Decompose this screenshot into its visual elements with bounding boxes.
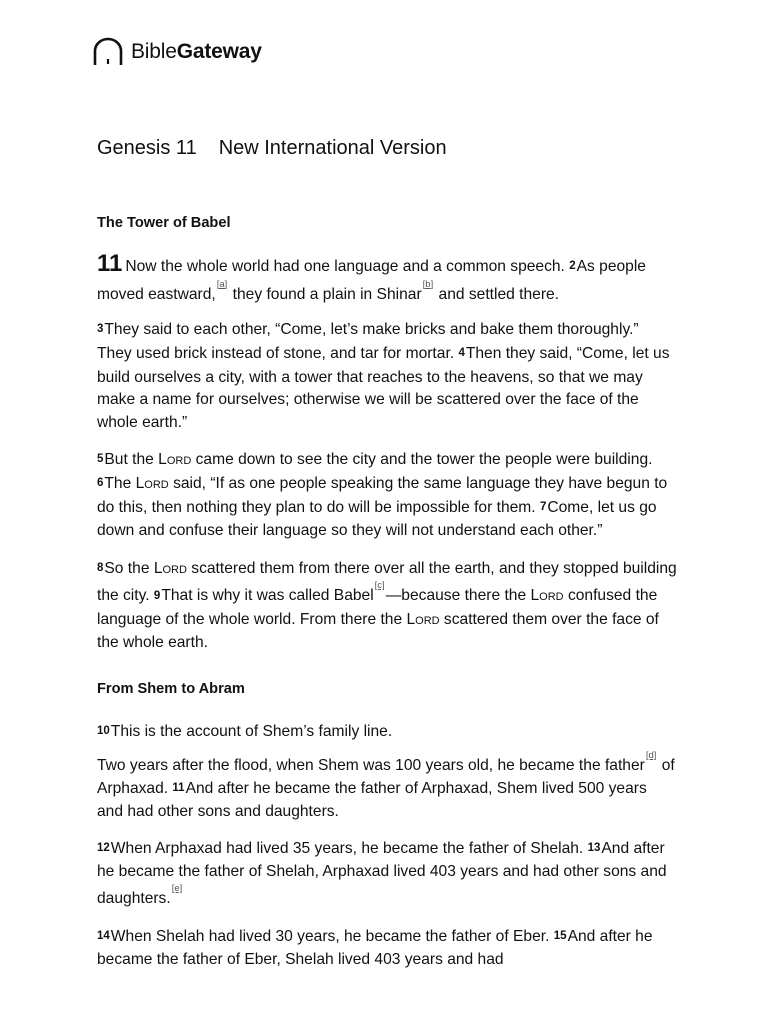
verse-number: 5 bbox=[97, 453, 104, 466]
verse-number: 7 bbox=[539, 500, 547, 513]
logo-wordmark: BibleGateway bbox=[131, 40, 262, 63]
version-name: New International Version bbox=[218, 137, 447, 159]
verse-number: 12 bbox=[97, 841, 110, 854]
footnote-link[interactable]: [c] bbox=[374, 580, 385, 592]
footnote-link[interactable]: [e] bbox=[171, 883, 183, 895]
verse-number: 9 bbox=[153, 589, 161, 602]
section-heading: The Tower of Babel bbox=[97, 215, 231, 231]
chapter-title bbox=[97, 137, 447, 160]
paragraph: 5But the Lord came down to see the city and the tower the people were building. 6The Lord said, “If as one people speaking the same language they have begun to do this, then nothing they plan to do will be impossible for them. 7Come, let us go down and confuse their language so they will not understand each other.” bbox=[97, 451, 668, 540]
passage-text bbox=[97, 212, 677, 972]
biblegateway-logo[interactable] bbox=[92, 37, 262, 67]
footnote-link[interactable]: [a] bbox=[216, 278, 228, 290]
verse-number: 10 bbox=[97, 725, 110, 738]
verse-number: 8 bbox=[97, 561, 104, 574]
paragraph: 10This is the account of Shem’s family line. bbox=[97, 723, 393, 741]
paragraph: 8So the Lord scattered them from there over all the earth, and they stopped building the city. 9That is why it was called Babel[c]—because there the Lord confused the language of the whole world. From there the Lord scattered them over the face of the whole earth. bbox=[97, 559, 677, 651]
footnote-link[interactable]: [b] bbox=[422, 278, 434, 290]
paragraph: 3They said to each other, “Come, let’s make bricks and bake them thoroughly.” They used brick instead of stone, and tar for mortar. 4Then they said, “Come, let us build ourselves a city, with a tower that reaches to the heavens, so that we may make a name for ourselves; otherwise we will be scattered over the face of the whole earth.” bbox=[97, 321, 670, 431]
paragraph: 12When Arphaxad had lived 35 years, he became the father of Shelah. 13And after he became the father of Shelah, Arphaxad lived 403 years and had other sons and daughters.[e] bbox=[97, 839, 667, 908]
paragraph: 14When Shelah had lived 30 years, he became the father of Eber. 15And after he became the father of Eber, Shelah lived 403 years and had bbox=[97, 927, 653, 969]
section-heading: From Shem to Abram bbox=[97, 681, 245, 698]
verse-number: 14 bbox=[97, 929, 110, 942]
verse-number: 3 bbox=[97, 323, 104, 336]
bible-gateway-arch-icon bbox=[92, 37, 124, 67]
paragraph: Two years after the flood, when Shem was 100 years old, he became the father[d] of Arphaxad. 11And after he became the father of Arphaxad, Shem lived 500 years and had other sons and daughters. bbox=[97, 749, 675, 821]
verse-number: 2 bbox=[569, 260, 576, 272]
passage-reference: Genesis 11 bbox=[97, 137, 197, 159]
verse-number: 15 bbox=[553, 929, 567, 942]
verse-number: 11 bbox=[172, 781, 185, 794]
paragraph: 11 Now the whole world had one language and a common speech. 2As people moved eastward,[a] they found a plain in Shinar[b] and settled there. bbox=[97, 250, 646, 303]
verse-number: 6 bbox=[97, 476, 104, 489]
verse-number: 13 bbox=[587, 841, 601, 854]
chapter-number: 11 bbox=[97, 250, 123, 277]
verse-number: 4 bbox=[458, 346, 465, 359]
footnote-link[interactable]: [d] bbox=[645, 749, 657, 761]
